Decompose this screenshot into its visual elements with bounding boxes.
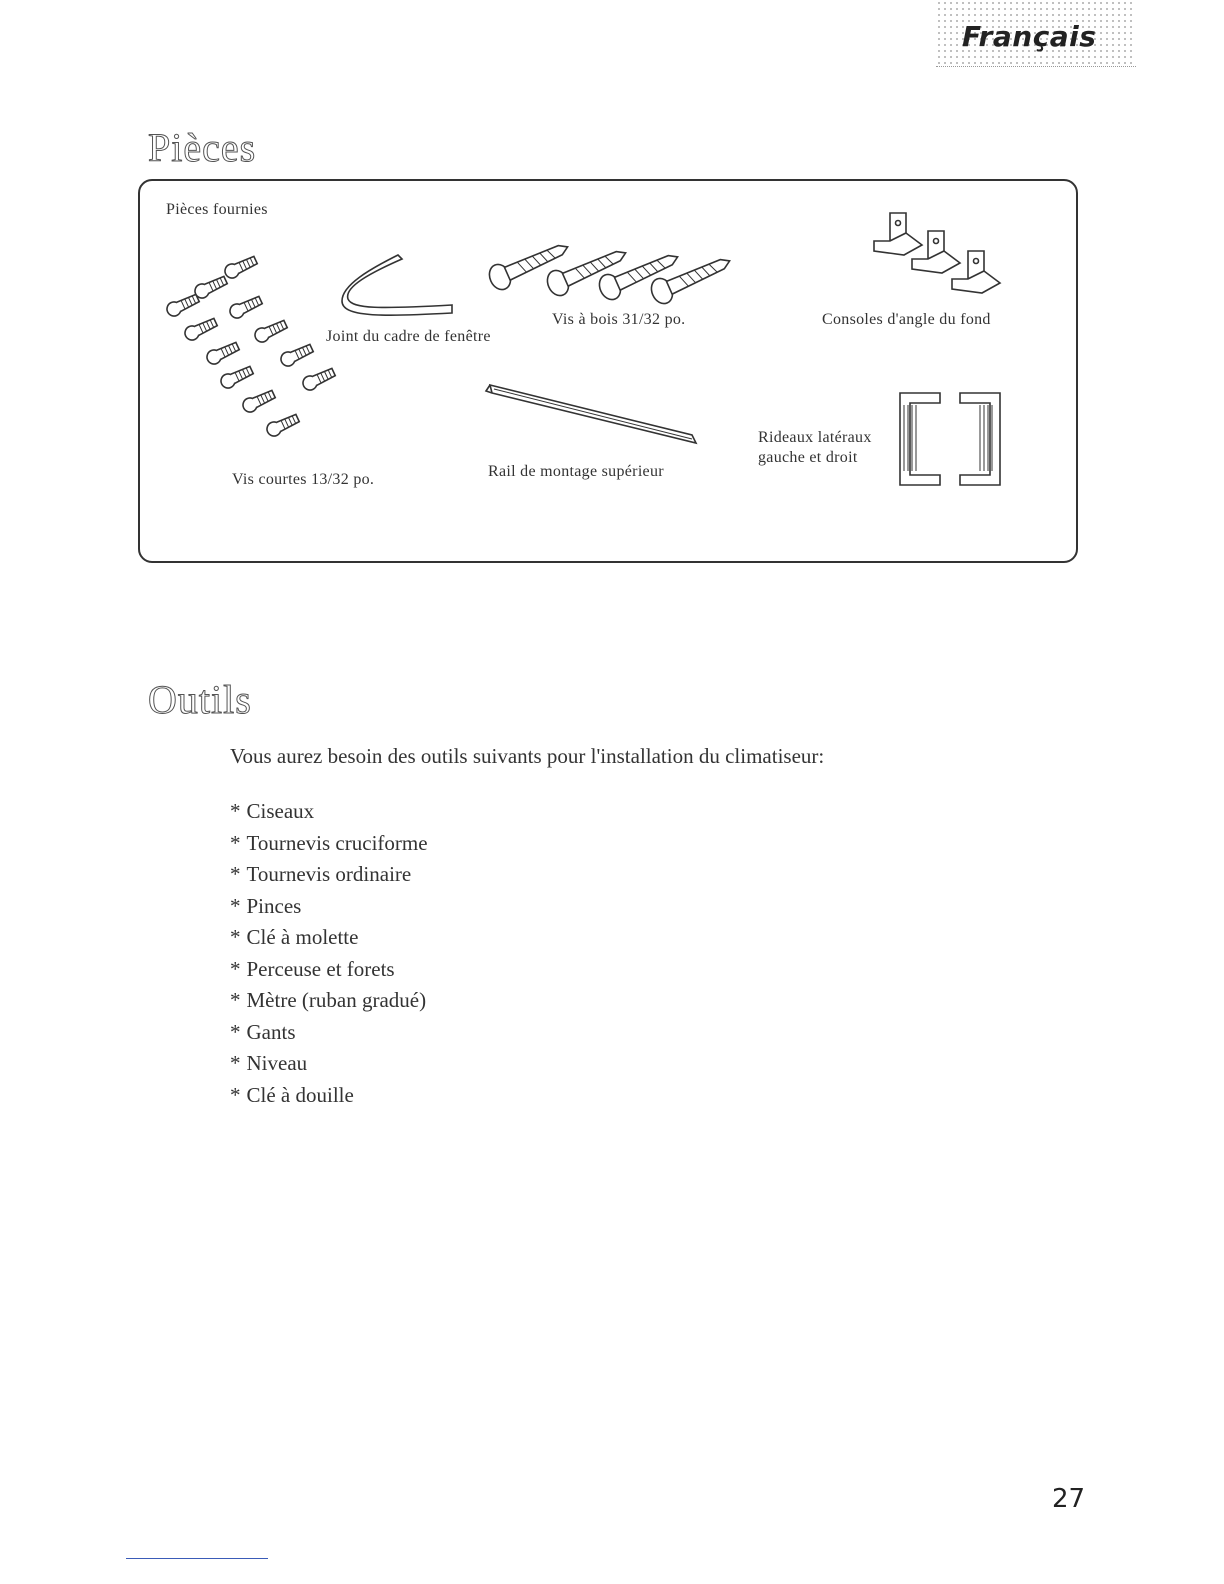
tool-label: Gants bbox=[246, 1019, 296, 1044]
tool-item bbox=[230, 1048, 428, 1080]
tool-label: Ciseaux bbox=[246, 799, 315, 823]
tool-label: Perceuse et forets bbox=[246, 956, 395, 981]
window-gasket-illustration bbox=[340, 253, 460, 323]
bullet: * bbox=[230, 893, 241, 918]
tool-item bbox=[230, 1080, 428, 1112]
supplied-parts-box bbox=[138, 179, 1078, 563]
outils-heading: Outils bbox=[148, 677, 252, 722]
tool-label: Clé à douille bbox=[246, 1082, 354, 1107]
side-curtains-illustration bbox=[890, 391, 1050, 495]
corner-brackets-illustration bbox=[870, 209, 1040, 305]
top-rail-illustration bbox=[480, 379, 710, 449]
tool-item bbox=[230, 859, 428, 891]
tool-label: Niveau bbox=[246, 1051, 308, 1075]
language-tab-label: Français bbox=[962, 20, 1097, 53]
side-curtains-label-line1: Rideaux latéraux bbox=[758, 429, 872, 446]
tools-intro: Vous aurez besoin des outils suivants pour l'installation du climatiseur: bbox=[230, 744, 825, 768]
wood-screws-label: Vis à bois 31/32 po. bbox=[552, 311, 686, 328]
bullet: * bbox=[230, 925, 241, 949]
short-screws-label: Vis courtes 13/32 po. bbox=[232, 471, 375, 488]
bullet: * bbox=[230, 1019, 241, 1044]
bullet: * bbox=[230, 988, 241, 1012]
tools-list bbox=[230, 796, 428, 1111]
top-rail-label: Rail de montage supérieur bbox=[488, 463, 664, 480]
side-curtains-label-line2: gauche et droit bbox=[758, 449, 858, 466]
tool-item bbox=[230, 922, 428, 954]
tool-item bbox=[230, 954, 428, 986]
tool-item bbox=[230, 985, 428, 1017]
corner-brackets-label: Consoles d'angle du fond bbox=[822, 311, 991, 328]
bullet: * bbox=[230, 799, 241, 823]
bullet: * bbox=[230, 1051, 241, 1075]
bullet: * bbox=[230, 956, 241, 981]
bullet: * bbox=[230, 862, 241, 886]
tool-item bbox=[230, 1017, 428, 1049]
wood-screws-illustration bbox=[480, 237, 740, 313]
tool-item bbox=[230, 891, 428, 923]
tool-item bbox=[230, 828, 428, 860]
tool-label: Tournevis cruciforme bbox=[246, 830, 428, 855]
tool-label: Mètre (ruban gradué) bbox=[246, 988, 427, 1012]
page-number: 27 bbox=[1052, 1484, 1086, 1514]
tool-item bbox=[230, 796, 428, 828]
bullet: * bbox=[230, 1082, 241, 1107]
tool-label: Pinces bbox=[246, 893, 302, 918]
tool-label: Tournevis ordinaire bbox=[246, 862, 412, 886]
footer-rule bbox=[126, 1558, 268, 1559]
tool-label: Clé à molette bbox=[246, 925, 359, 949]
language-tab bbox=[936, 0, 1136, 67]
pieces-heading: Pièces bbox=[148, 125, 257, 170]
supplied-parts-title: Pièces fournies bbox=[166, 201, 268, 218]
bullet: * bbox=[230, 830, 241, 855]
window-gasket-label: Joint du cadre de fenêtre bbox=[326, 328, 491, 345]
short-screws-illustration bbox=[162, 249, 362, 449]
